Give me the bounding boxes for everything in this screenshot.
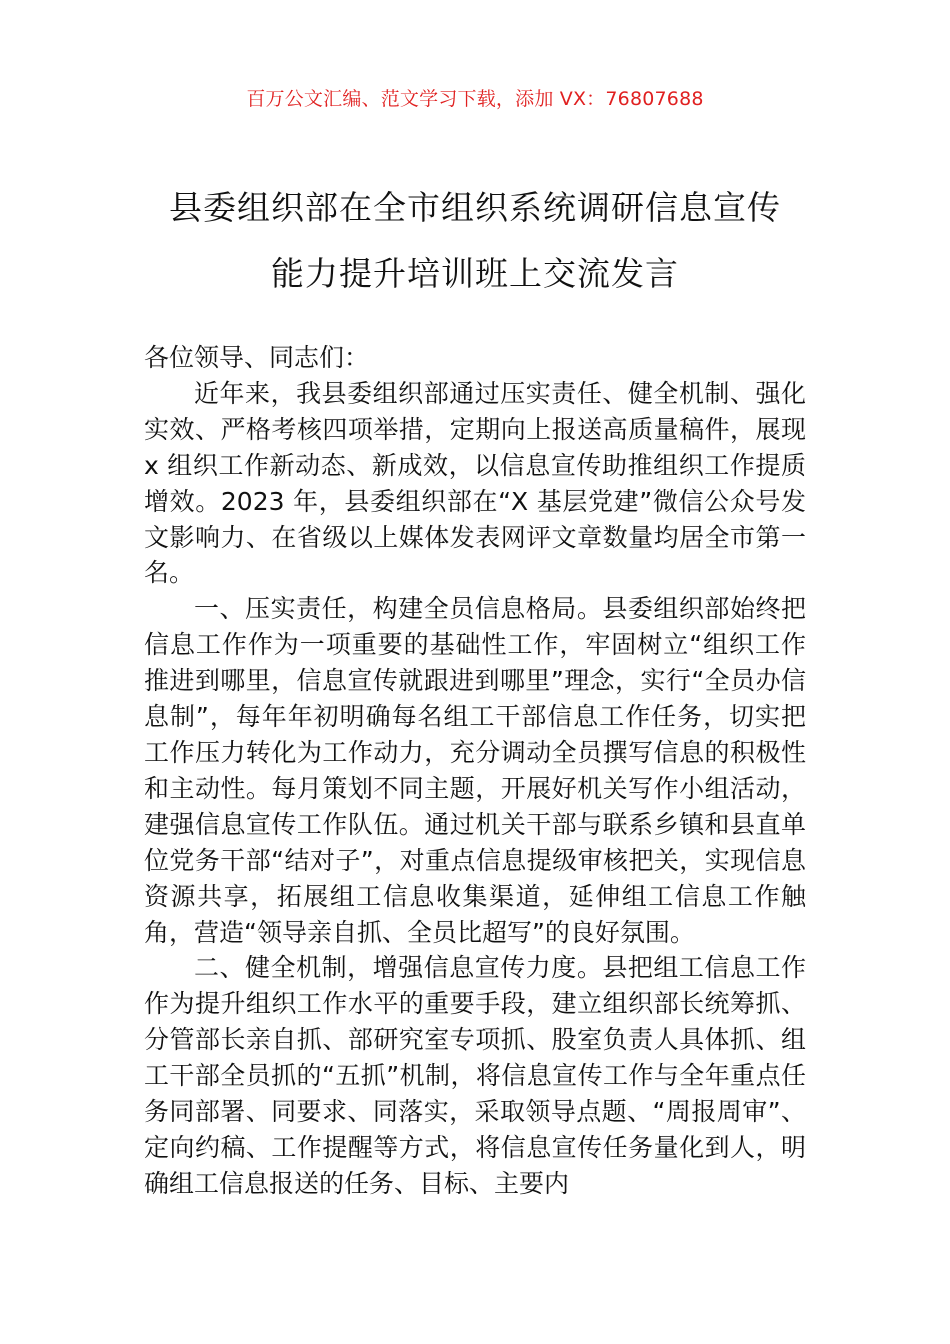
paragraph-intro: 近年来，我县委组织部通过压实责任、健全机制、强化实效、严格考核四项举措，定期向上报送高质量稿件，展现 x 组织工作新动态、新成效，以信息宣传助推组织工作提质增效。2023 年，县委组织部在“X 基层党建”微信公众号发文影响力、在省级以上媒体发表网评文章数量均居全市第一名。 (144, 378, 806, 588)
document-title (0, 175, 950, 307)
header-banner: 百万公文汇编、范文学习下载，添加 VX：76807688 (246, 88, 704, 110)
paragraph-section-1: 一、压实责任，构建全员信息格局。县委组织部始终把信息工作作为一项重要的基础性工作，牢固树立“组织工作推进到哪里，信息宣传就跟进到哪里”理念，实行“全员办信息制”，每年年初明确每名组工干部信息工作任务，切实把工作压力转化为工作动力，充分调动全员撰写信息的积极性和主动性。每月策划不同主题，开展好机关写作小组活动，建强信息宣传工作队伍。通过机关干部与联系乡镇和县直单位党务干部“结对子”，对重点信息提级审核把关，实现信息资源共享，拓展组工信息收集渠道，延伸组工信息工作触角，营造“领导亲自抓、全员比超写”的良好氛围。 (144, 594, 806, 947)
document-title-line-2: 能力提升培训班上交流发言 (271, 254, 679, 293)
salutation: 各位领导、同志们： (144, 343, 370, 372)
document-title-line-1: 县委组织部在全市组织系统调研信息宣传 (169, 188, 781, 227)
document-body (144, 340, 806, 1202)
paragraph-section-2: 二、健全机制，增强信息宣传力度。县把组工信息工作作为提升组织工作水平的重要手段，建立组织部长统筹抓、分管部长亲自抓、部研究室专项抓、股室负责人具体抓、组工干部全员抓的“五抓”机制，将信息宣传工作与全年重点任务同部署、同要求、同落实，采取领导点题、“周报周审”、定向约稿、工作提醒等方式，将信息宣传任务量化到人，明确组工信息报送的任务、目标、主要内 (144, 953, 806, 1198)
